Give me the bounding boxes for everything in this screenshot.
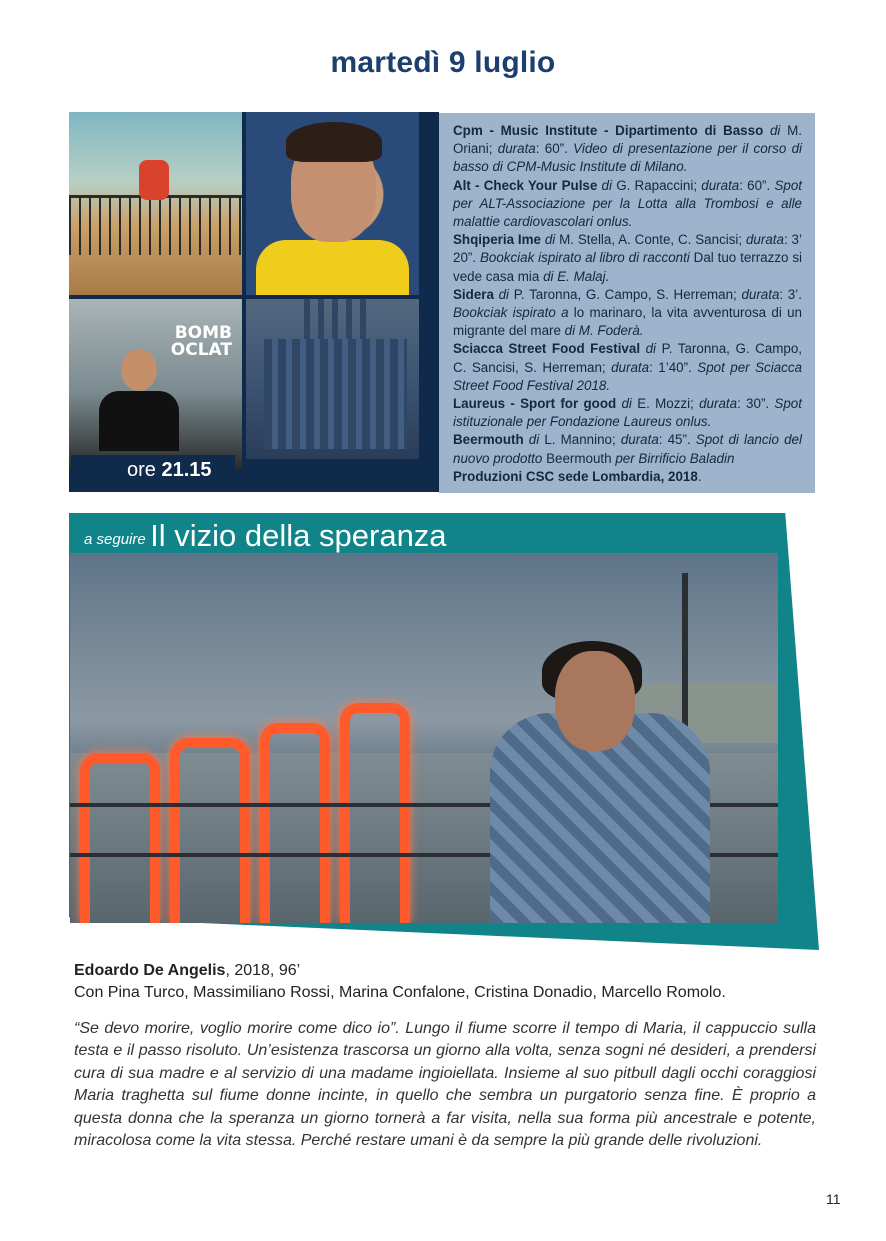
woman-face — [555, 651, 635, 751]
production-credit: Produzioni CSC sede Lombardia, 2018. — [453, 468, 702, 484]
photo-skater — [69, 299, 242, 469]
credit-entry: Alt - Check Your Pulse di G. Rapaccini; durata: 60”. Spot per ALT-Associazione per la Lotta alla Trombosi e alle malattie cardiovascolari onlus. — [453, 177, 802, 230]
showtime-prefix: ore — [127, 459, 156, 481]
feature-heading — [84, 518, 447, 554]
balcony-railing — [69, 195, 242, 255]
feature-prefix: a seguire — [84, 531, 146, 548]
man-red-shirt — [139, 160, 169, 200]
film-director-line — [74, 960, 726, 982]
credit-entry: Shqiperia Ime di M. Stella, A. Conte, C. Sancisi; durata: 3’ 20”. Bookciak ispirato al libro di racconti Dal tuo terrazzo si vede casa mia di E. Malaj. — [453, 232, 802, 284]
credit-entry: Cpm - Music Institute - Dipartimento di Basso di M. Oriani; durata: 60”. Video di presentazione per il corso di basso di CPM-Music Institute di Milano. — [453, 123, 802, 175]
page-title — [0, 46, 886, 80]
film-meta — [74, 960, 726, 1004]
skater-shirt — [99, 391, 179, 451]
neon-sign — [70, 673, 430, 923]
showtime-badge — [71, 455, 235, 485]
boy-yellow-shirt — [256, 240, 409, 295]
credit-entry: Sciacca Street Food Festival di P. Taronna, G. Campo, C. Sancisi, S. Herreman; durata: 1’40”. Spot per Sciacca Street Food Festival 2018. — [453, 341, 803, 393]
cathedral-facade — [264, 339, 407, 449]
credit-entry: Laureus - Sport for good di E. Mozzi; durata: 30”. Spot istituzionale per Fondazione Laureus onlus. — [453, 396, 802, 430]
feature-title: Il vizio della speranza — [150, 518, 447, 553]
page-title-day: martedì — [330, 46, 441, 79]
program-photo-mosaic — [69, 112, 439, 492]
showtime-value: 21.15 — [161, 459, 212, 481]
film-synopsis: “Se devo morire, voglio morire come dico io”. Lungo il fiume scorre il tempo di Maria, il cappuccio sulla testa e il passo risoluto. Un’esistenza trascorsa un giorno alla volta, senza sogni né desideri, a prendersi cura di sua madre e al servizio di una madame ingioiellata. Insieme al suo pitbull dagli occhi coraggiosi Maria traghetta sul fiume donne incinte, in quello che sembra un purgatorio senza fine. È proprio a questa donna che la speranza un giorno tornerà a far visita, nella sua forma più ancestrale e potente, miracolosa come la vita stessa. Perché restare umani è da sempre la più grande delle rivoluzioni. — [74, 1020, 816, 1150]
film-cast: Con Pina Turco, Massimiliano Rossi, Marina Confalone, Cristina Donadio, Marcello Romolo. — [74, 984, 726, 1001]
film-director: Edoardo De Angelis — [74, 962, 226, 979]
page-number: 11 — [826, 1191, 841, 1207]
bombo-logo: BOMB OCLAT — [170, 323, 232, 360]
credit-entry: Beermouth di L. Mannino; durata: 45”. Spot di lancio del nuovo prodotto Beermouth per Birrificio Baladin — [453, 432, 802, 466]
photo-cathedral — [246, 299, 419, 459]
credit-entry: Sidera di P. Taronna, G. Campo, S. Herreman; durata: 3’. Bookciak ispirato a lo marinaro, la vita avventurosa di un migrante del mare di M. Foderà. — [453, 286, 802, 339]
page-title-month: luglio — [474, 46, 556, 79]
photo-boy-portrait — [246, 112, 419, 295]
film-year-duration: , 2018, 96’ — [225, 962, 301, 979]
program-credits-box — [439, 113, 815, 493]
skater-face — [121, 349, 157, 391]
boy-hair — [286, 122, 382, 162]
film-still-image — [70, 553, 778, 923]
photo-balcony — [69, 112, 242, 295]
page-title-date-number: 9 — [448, 46, 466, 79]
